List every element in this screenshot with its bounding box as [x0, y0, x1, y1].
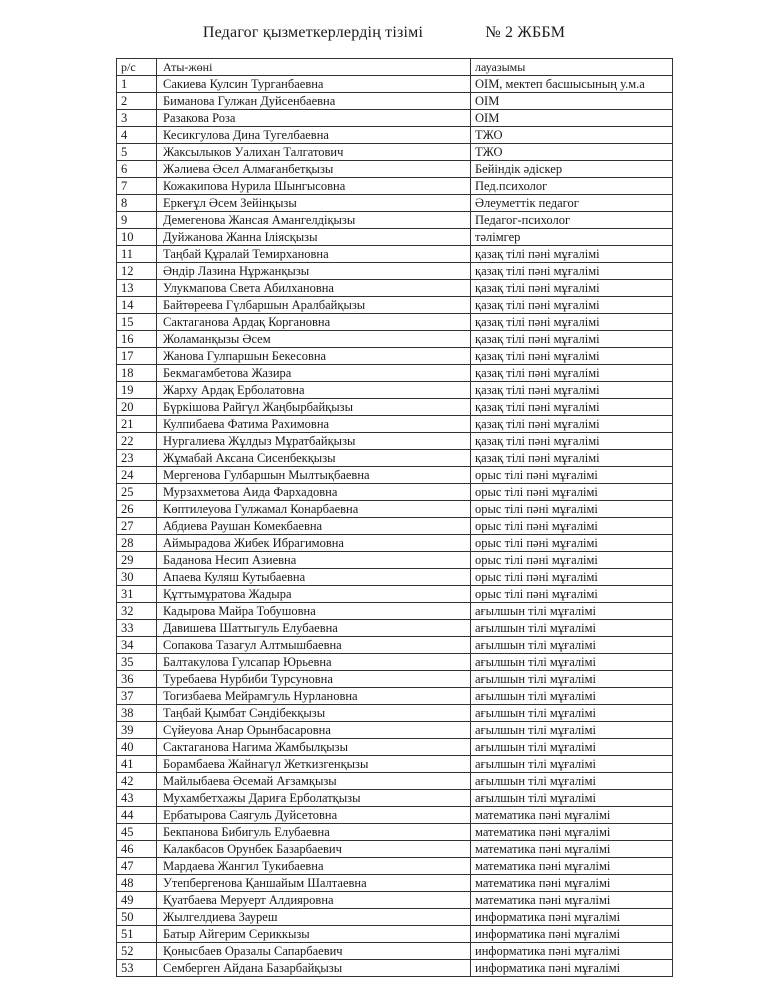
table-row — [117, 688, 673, 705]
table-row — [117, 501, 673, 518]
table-row — [117, 280, 673, 297]
table-row — [117, 161, 673, 178]
row-position: ағылшын тілі мұғалімі — [471, 671, 673, 688]
row-number: 39 — [117, 722, 157, 739]
row-number: 32 — [117, 603, 157, 620]
table-row — [117, 399, 673, 416]
table-row — [117, 552, 673, 569]
row-name: Аймырадова Жибек Ибрагимовна — [157, 535, 471, 552]
row-name: Сопакова Тазагул Алтмышбаевна — [157, 637, 471, 654]
row-number: 5 — [117, 144, 157, 161]
row-number: 36 — [117, 671, 157, 688]
row-name: Абдиева Раушан Комекбаевна — [157, 518, 471, 535]
row-number: 7 — [117, 178, 157, 195]
row-position: орыс тілі пәні мұғалімі — [471, 484, 673, 501]
row-position: ОІМ — [471, 93, 673, 110]
row-position: информатика пәні мұғалімі — [471, 926, 673, 943]
row-number: 30 — [117, 569, 157, 586]
row-number: 24 — [117, 467, 157, 484]
row-name: Байтөреева Гүлбаршын Аралбайқызы — [157, 297, 471, 314]
row-number: 53 — [117, 960, 157, 977]
row-name: Улукмапова Света Абилхановна — [157, 280, 471, 297]
row-position: математика пәні мұғалімі — [471, 824, 673, 841]
row-position: қазақ тілі пәні мұғалімі — [471, 365, 673, 382]
table-row — [117, 620, 673, 637]
table-row — [117, 756, 673, 773]
row-name: Кожакипова Нурила Шынгысовна — [157, 178, 471, 195]
row-position: қазақ тілі пәні мұғалімі — [471, 280, 673, 297]
row-position: ағылшын тілі мұғалімі — [471, 603, 673, 620]
row-position: қазақ тілі пәні мұғалімі — [471, 416, 673, 433]
table-row — [117, 484, 673, 501]
row-number: 2 — [117, 93, 157, 110]
row-position: информатика пәні мұғалімі — [471, 960, 673, 977]
row-position: информатика пәні мұғалімі — [471, 909, 673, 926]
table-row — [117, 297, 673, 314]
row-position: Пед.психолог — [471, 178, 673, 195]
row-number: 28 — [117, 535, 157, 552]
row-position: ағылшын тілі мұғалімі — [471, 654, 673, 671]
table-row — [117, 943, 673, 960]
row-number: 11 — [117, 246, 157, 263]
table-row — [117, 790, 673, 807]
row-number: 34 — [117, 637, 157, 654]
row-number: 1 — [117, 76, 157, 93]
row-position: орыс тілі пәні мұғалімі — [471, 552, 673, 569]
row-position: математика пәні мұғалімі — [471, 807, 673, 824]
table-row — [117, 246, 673, 263]
table-row — [117, 960, 673, 977]
table-row — [117, 603, 673, 620]
table-row — [117, 875, 673, 892]
table-row — [117, 892, 673, 909]
row-number: 43 — [117, 790, 157, 807]
table-row — [117, 739, 673, 756]
row-number: 9 — [117, 212, 157, 229]
row-name: Батыр Айгерим Сериккызы — [157, 926, 471, 943]
row-number: 14 — [117, 297, 157, 314]
row-number: 45 — [117, 824, 157, 841]
row-number: 35 — [117, 654, 157, 671]
row-number: 46 — [117, 841, 157, 858]
row-position: қазақ тілі пәні мұғалімі — [471, 348, 673, 365]
row-number: 18 — [117, 365, 157, 382]
row-name: Туребаева Нурбиби Турсуновна — [157, 671, 471, 688]
row-name: Жылгелдиева Зауреш — [157, 909, 471, 926]
staff-table-body — [117, 59, 673, 977]
table-row — [117, 331, 673, 348]
row-position: қазақ тілі пәні мұғалімі — [471, 433, 673, 450]
row-position: орыс тілі пәні мұғалімі — [471, 518, 673, 535]
row-name: Мухамбетхажы Дариға Ерболатқызы — [157, 790, 471, 807]
table-row — [117, 467, 673, 484]
row-name: Таңбай Қымбат Сәндібекқызы — [157, 705, 471, 722]
table-row — [117, 382, 673, 399]
row-name: Еркеғұл Әсем Зейінқызы — [157, 195, 471, 212]
row-name: Жұмабай Аксана Сисенбекқызы — [157, 450, 471, 467]
row-position: ағылшын тілі мұғалімі — [471, 688, 673, 705]
table-row — [117, 450, 673, 467]
row-position: Педагог-психолог — [471, 212, 673, 229]
row-position: қазақ тілі пәні мұғалімі — [471, 331, 673, 348]
row-number: 49 — [117, 892, 157, 909]
table-row — [117, 909, 673, 926]
row-position: ағылшын тілі мұғалімі — [471, 739, 673, 756]
row-name: Мардаева Жангил Тукибаевна — [157, 858, 471, 875]
row-name: Кадырова Майра Тобушовна — [157, 603, 471, 620]
row-number: 16 — [117, 331, 157, 348]
table-header-row — [117, 59, 673, 76]
row-number: 15 — [117, 314, 157, 331]
table-row — [117, 654, 673, 671]
table-row — [117, 535, 673, 552]
row-name: Мергенова Гулбаршын Мылтықбаевна — [157, 467, 471, 484]
row-position: қазақ тілі пәні мұғалімі — [471, 399, 673, 416]
table-row — [117, 518, 673, 535]
row-position: Әлеуметтік педагог — [471, 195, 673, 212]
row-position: ТЖО — [471, 144, 673, 161]
row-name: Семберген Айдана Базарбайқызы — [157, 960, 471, 977]
row-name: Сактаганова Нагима Жамбылқызы — [157, 739, 471, 756]
table-row — [117, 93, 673, 110]
row-number: 13 — [117, 280, 157, 297]
row-name: Мурзахметова Аида Фархадовна — [157, 484, 471, 501]
row-name: Кесикгулова Дина Тугелбаевна — [157, 127, 471, 144]
row-number: 6 — [117, 161, 157, 178]
row-name: Бекпанова Бибигуль Елубаевна — [157, 824, 471, 841]
row-position: тәлімгер — [471, 229, 673, 246]
row-name: Таңбай Құралай Темирхановна — [157, 246, 471, 263]
row-number: 44 — [117, 807, 157, 824]
row-number: 19 — [117, 382, 157, 399]
row-name: Утепбергенова Қаншайым Шалтаевна — [157, 875, 471, 892]
header-name: Аты-жөні — [157, 59, 471, 76]
row-position: математика пәні мұғалімі — [471, 875, 673, 892]
row-position: қазақ тілі пәні мұғалімі — [471, 263, 673, 280]
row-name: Кулпибаева Фатима Рахимовна — [157, 416, 471, 433]
table-row — [117, 824, 673, 841]
table-row — [117, 926, 673, 943]
table-row — [117, 229, 673, 246]
row-name: Давишева Шаттыгуль Елубаевна — [157, 620, 471, 637]
row-number: 12 — [117, 263, 157, 280]
table-row — [117, 144, 673, 161]
row-name: Жаксылыков Уалихан Талгатович — [157, 144, 471, 161]
row-name: Нургалиева Жұлдыз Мұратбайқызы — [157, 433, 471, 450]
row-number: 17 — [117, 348, 157, 365]
row-number: 37 — [117, 688, 157, 705]
row-position: қазақ тілі пәні мұғалімі — [471, 297, 673, 314]
table-row — [117, 858, 673, 875]
row-position: Бейіндік әдіскер — [471, 161, 673, 178]
row-name: Борамбаева Жайнагүл Жеткизгенқызы — [157, 756, 471, 773]
row-number: 25 — [117, 484, 157, 501]
table-row — [117, 314, 673, 331]
row-number: 21 — [117, 416, 157, 433]
row-position: ағылшын тілі мұғалімі — [471, 756, 673, 773]
row-position: математика пәні мұғалімі — [471, 858, 673, 875]
table-row — [117, 76, 673, 93]
row-position: ағылшын тілі мұғалімі — [471, 705, 673, 722]
row-position: ТЖО — [471, 127, 673, 144]
row-number: 20 — [117, 399, 157, 416]
row-position: ағылшын тілі мұғалімі — [471, 773, 673, 790]
table-row — [117, 110, 673, 127]
row-name: Сакиева Кулсин Турганбаевна — [157, 76, 471, 93]
table-row — [117, 705, 673, 722]
row-position: орыс тілі пәні мұғалімі — [471, 586, 673, 603]
table-row — [117, 637, 673, 654]
row-number: 47 — [117, 858, 157, 875]
row-name: Разакова Роза — [157, 110, 471, 127]
row-position: орыс тілі пәні мұғалімі — [471, 535, 673, 552]
table-row — [117, 348, 673, 365]
table-row — [117, 841, 673, 858]
row-number: 31 — [117, 586, 157, 603]
row-number: 42 — [117, 773, 157, 790]
row-name: Биманова Гулжан Дуйсенбаевна — [157, 93, 471, 110]
row-number: 38 — [117, 705, 157, 722]
row-name: Ербатырова Саягуль Дуйсетовна — [157, 807, 471, 824]
row-number: 10 — [117, 229, 157, 246]
row-position: қазақ тілі пәні мұғалімі — [471, 246, 673, 263]
row-position: ОІМ — [471, 110, 673, 127]
table-row — [117, 807, 673, 824]
row-name: Бекмагамбетова Жазира — [157, 365, 471, 382]
table-row — [117, 722, 673, 739]
row-name: Құттымұратова Жадыра — [157, 586, 471, 603]
table-row — [117, 127, 673, 144]
row-number: 4 — [117, 127, 157, 144]
row-number: 22 — [117, 433, 157, 450]
table-row — [117, 195, 673, 212]
row-name: Әндір Лазина Нұржанқызы — [157, 263, 471, 280]
row-name: Баданова Несип Азиевна — [157, 552, 471, 569]
row-position: орыс тілі пәні мұғалімі — [471, 501, 673, 518]
row-name: Қуатбаева Меруерт Алдияровна — [157, 892, 471, 909]
row-number: 8 — [117, 195, 157, 212]
document-title: Педагог қызметкерлердің тізімі — [202, 24, 424, 41]
row-name: Майлыбаева Әсемай Ағзамқызы — [157, 773, 471, 790]
row-position: ағылшын тілі мұғалімі — [471, 620, 673, 637]
row-number: 40 — [117, 739, 157, 756]
row-name: Жанова Гулпаршын Бекесовна — [157, 348, 471, 365]
row-number: 29 — [117, 552, 157, 569]
table-row — [117, 671, 673, 688]
row-number: 3 — [117, 110, 157, 127]
row-name: Тогизбаева Мейрамгуль Нурлановна — [157, 688, 471, 705]
header-position: лауазымы — [471, 59, 673, 76]
row-name: Жәлиева Әсел Алмағанбетқызы — [157, 161, 471, 178]
row-name: Сүйеуова Анар Орынбасаровна — [157, 722, 471, 739]
row-name: Балтакулова Гулсапар Юрьевна — [157, 654, 471, 671]
table-row — [117, 433, 673, 450]
row-number: 33 — [117, 620, 157, 637]
table-row — [117, 586, 673, 603]
row-position: қазақ тілі пәні мұғалімі — [471, 382, 673, 399]
row-position: математика пәні мұғалімі — [471, 841, 673, 858]
school-name: № 2 ЖББМ — [485, 24, 566, 41]
table-row — [117, 263, 673, 280]
row-name: Жоламанқызы Әсем — [157, 331, 471, 348]
row-position: орыс тілі пәні мұғалімі — [471, 467, 673, 484]
row-position: ағылшын тілі мұғалімі — [471, 637, 673, 654]
row-position: ОІМ, мектеп басшысының у.м.а — [471, 76, 673, 93]
row-position: информатика пәні мұғалімі — [471, 943, 673, 960]
header-num: р/с — [117, 59, 157, 76]
row-number: 48 — [117, 875, 157, 892]
row-number: 50 — [117, 909, 157, 926]
row-position: қазақ тілі пәні мұғалімі — [471, 450, 673, 467]
row-number: 51 — [117, 926, 157, 943]
table-row — [117, 365, 673, 382]
row-position: математика пәні мұғалімі — [471, 892, 673, 909]
table-row — [117, 212, 673, 229]
row-position: орыс тілі пәні мұғалімі — [471, 569, 673, 586]
row-number: 52 — [117, 943, 157, 960]
table-row — [117, 178, 673, 195]
row-name: Бүркішова Райгүл Жаңбырбайқызы — [157, 399, 471, 416]
row-number: 23 — [117, 450, 157, 467]
row-name: Апаева Куляш Кутыбаевна — [157, 569, 471, 586]
row-position: ағылшын тілі мұғалімі — [471, 790, 673, 807]
row-name: Сактаганова Ардақ Коргановна — [157, 314, 471, 331]
row-name: Қонысбаев Оразалы Сапарбаевич — [157, 943, 471, 960]
row-position: ағылшын тілі мұғалімі — [471, 722, 673, 739]
page-title — [0, 24, 768, 42]
row-number: 26 — [117, 501, 157, 518]
row-number: 27 — [117, 518, 157, 535]
table-row — [117, 416, 673, 433]
row-name: Калакбасов Орунбек Базарбаевич — [157, 841, 471, 858]
table-row — [117, 569, 673, 586]
table-row — [117, 773, 673, 790]
row-name: Көптилеуова Гулжамал Конарбаевна — [157, 501, 471, 518]
row-number: 41 — [117, 756, 157, 773]
row-name: Жарху Ардақ Ерболатовна — [157, 382, 471, 399]
staff-table — [116, 58, 673, 977]
row-name: Демегенова Жансая Амангелдіқызы — [157, 212, 471, 229]
row-position: қазақ тілі пәні мұғалімі — [471, 314, 673, 331]
row-name: Дуйжанова Жанна Іліясқызы — [157, 229, 471, 246]
